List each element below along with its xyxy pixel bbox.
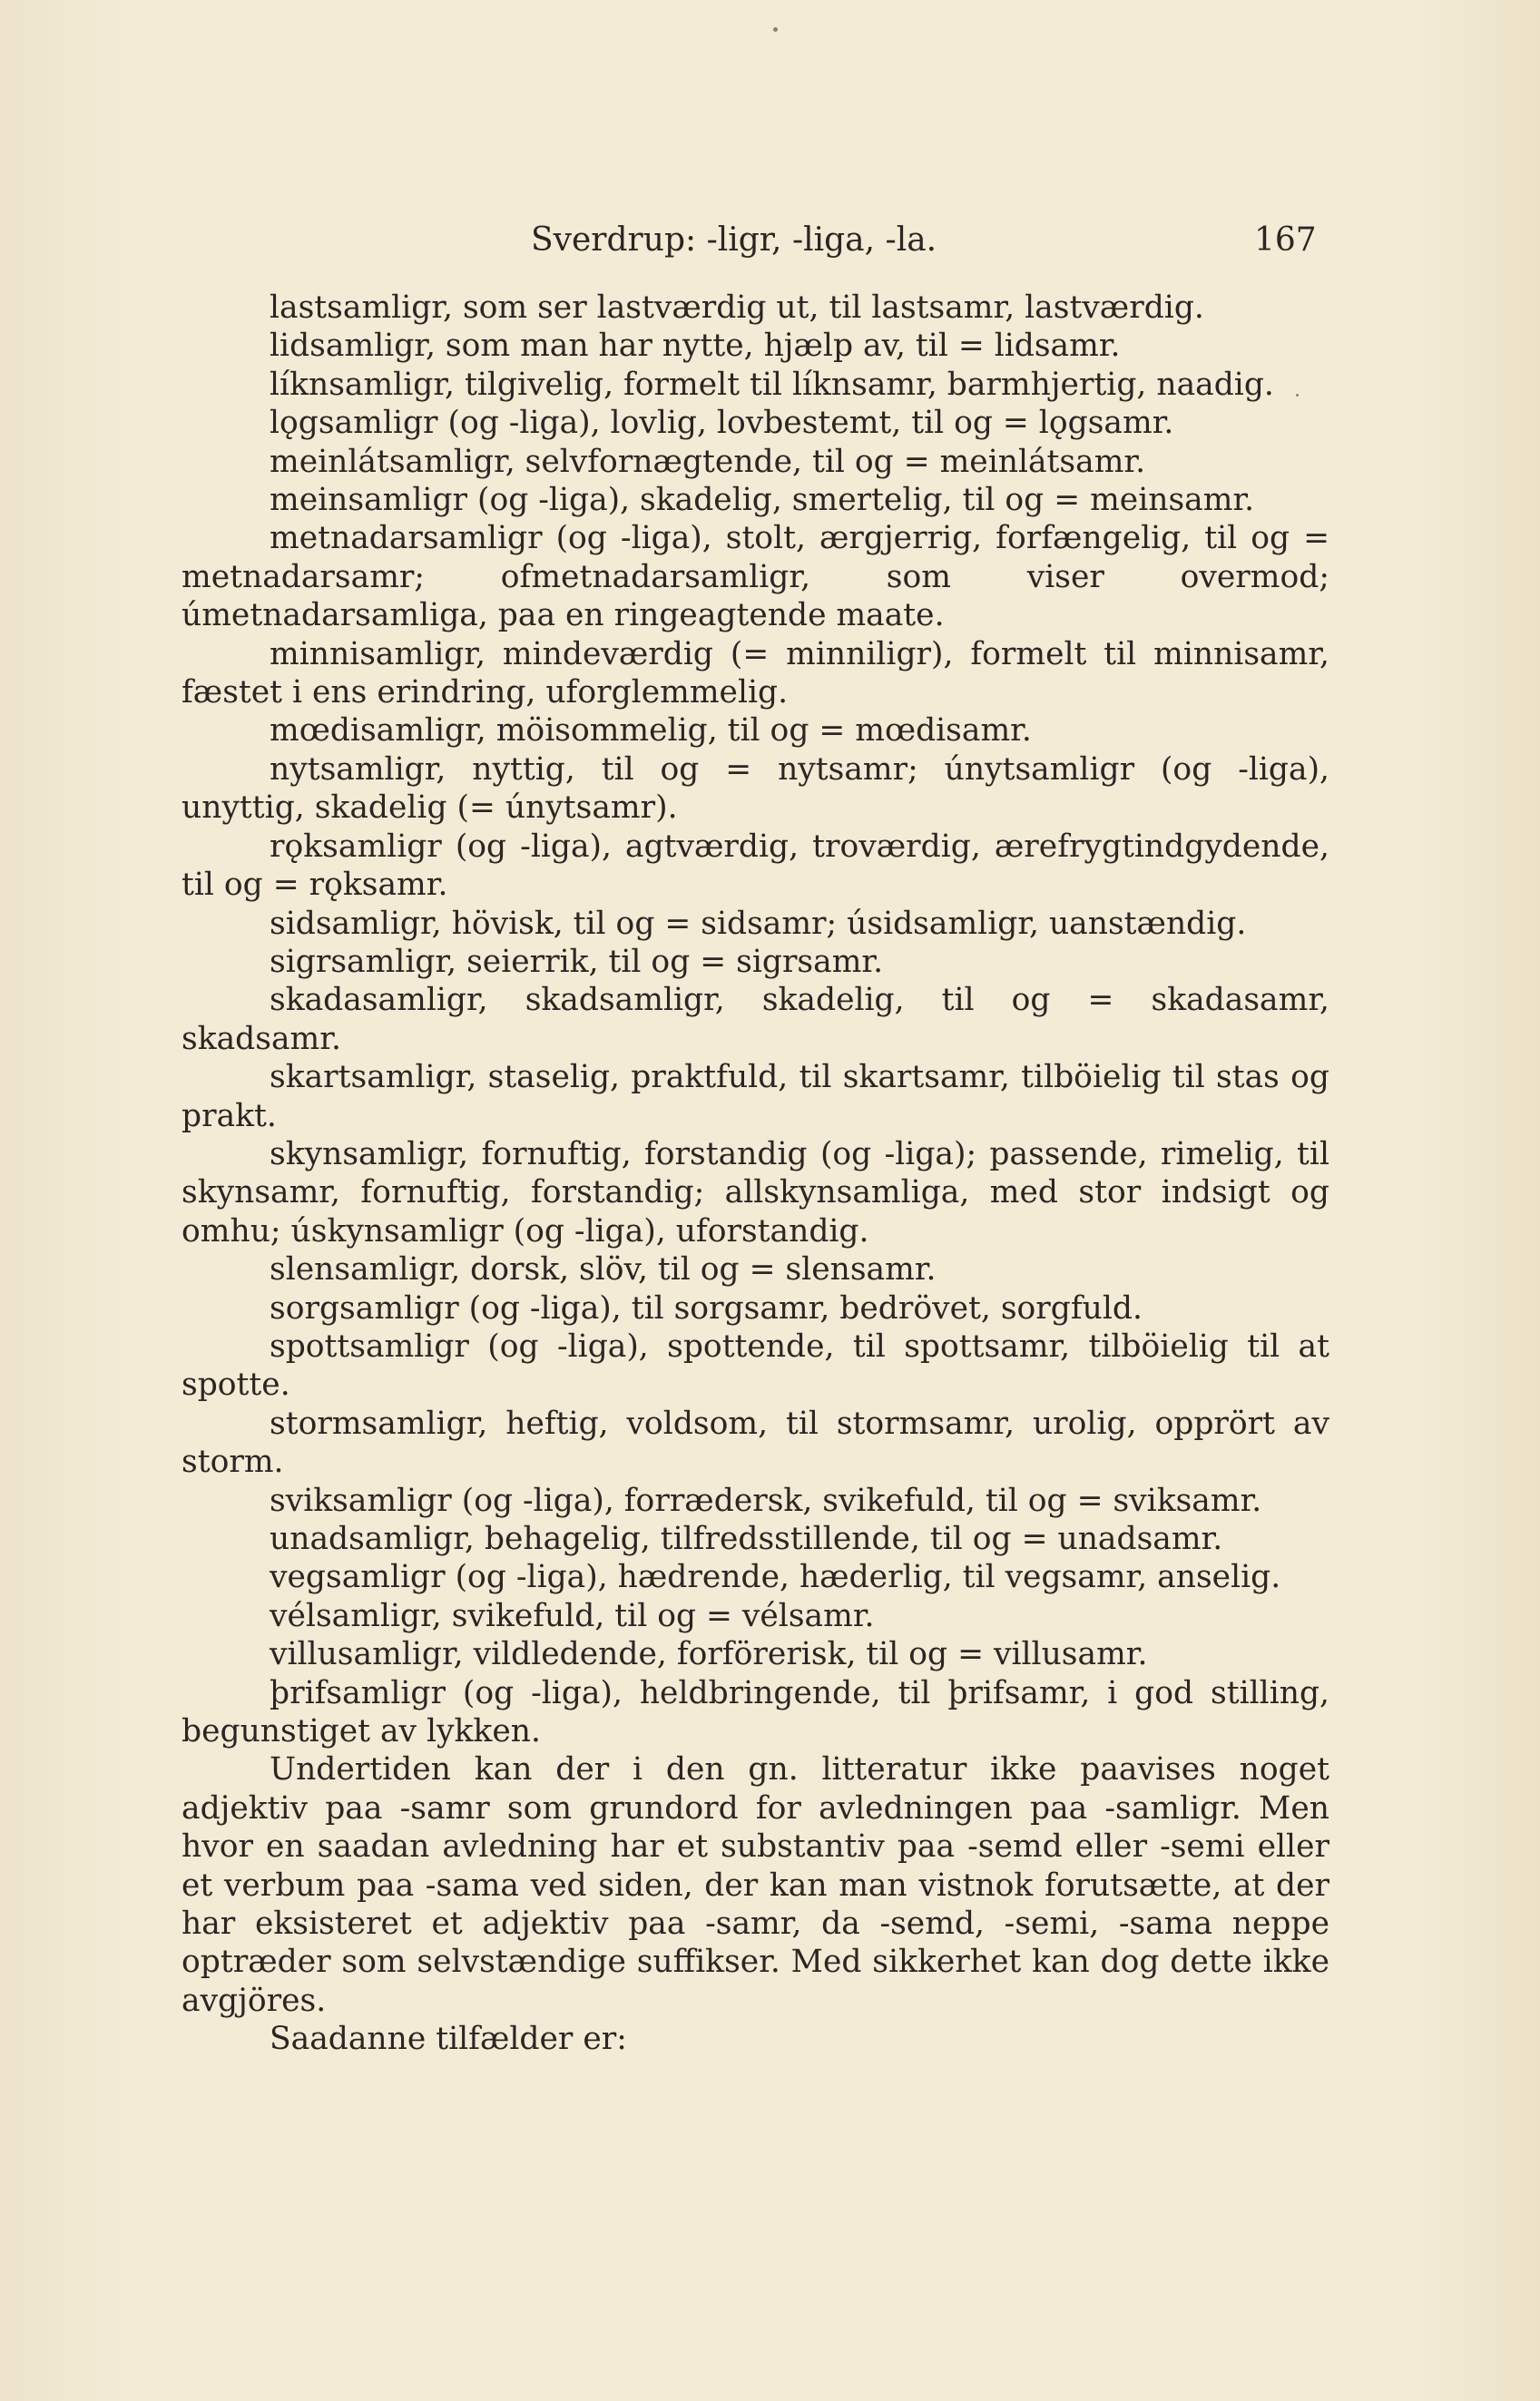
dictionary-entry: sorgsamligr (og -liga), til sorgsamr, bedrövet, sorgfuld. [270,1289,1143,1327]
page-number: 167 [1254,221,1317,259]
dictionary-entry: slensamligr, dorsk, slöv, til og = slensamr. [270,1251,937,1289]
dictionary-entry: vegsamligr (og -liga), hædrende, hæderlig, til vegsamr, anselig. [270,1559,1281,1596]
dictionary-entry: unadsamligr, behagelig, tilfredsstillende, til og = unadsamr. [270,1521,1223,1557]
dictionary-entry: skartsamligr, staselig, praktfuld, til skartsamr, tilböielig til stas og prakt. [181,1059,1329,1134]
dictionary-entry: skynsamligr, fornuftig, forstandig (og -liga); passende, rimelig, til skynsamr, fornuftig, forstandig; allskynsamliga, med stor indsigt og omhu; úskynsamligr (og -liga), uforstandig. [181,1135,1329,1250]
body-paragraph: Saadanne tilfælder er: [270,2021,627,2058]
dictionary-entry: metnadarsamligr (og -liga), stolt, ærgjerrig, forfængelig, til og = metnadarsamr; ofmetnadarsamligr, som viser overmod; úmetnadarsamliga, paa en ringeagtende maate. [181,520,1329,634]
dictionary-entry: sidsamligr, hövisk, til og = sidsamr; úsidsamligr, uanstændig. [270,905,1247,942]
body-paragraph: Undertiden kan der i den gn. litteratur ikke paavises noget adjektiv paa -samr som grundord for avledningen paa -samligr. Men hvor en saadan avledning har et substantiv paa -semd eller -semi eller et verbum paa -sama ved siden, der kan man vistnok forutsætte, at der har eksisteret et adjektiv paa -samr, da -semd, -semi, -sama neppe optræder som selvstændige suffikser. Med sikkerhet kan dog dette ikke avgjöres. [181,1751,1329,2019]
dictionary-entry: lǫgsamligr (og -liga), lovlig, lovbestemt, til og = lǫgsamr. [270,405,1174,442]
dictionary-entry: lastsamligr, som ser lastværdig ut, til lastsamr, lastværdig. [270,289,1204,326]
dictionary-entry: minnisamligr, mindeværdig (= minniligr), formelt til minnisamr, fæstet i ens erindring, uforglemmelig. [181,635,1329,711]
dictionary-entry: sviksamligr (og -liga), forrædersk, svikefuld, til og = sviksamr. [270,1482,1262,1519]
running-title: Sverdrup: -ligr, -liga, -la. [531,221,937,259]
dictionary-entry: spottsamligr (og -liga), spottende, til spottsamr, tilböielig til at spotte. [181,1328,1329,1404]
dictionary-entry: lidsamligr, som man har nytte, hjælp av, til = lidsamr. [270,328,1121,365]
dictionary-entry: þrifsamligr (og -liga), heldbringende, til þrifsamr, i god stilling, begunstiget av lykken. [181,1674,1329,1750]
dictionary-entry: vélsamligr, svikefuld, til og = vélsamr. [270,1597,875,1634]
dictionary-entry: líknsamligr, tilgivelig, formelt til líknsamr, barmhjertig, naadig. [270,366,1274,403]
dictionary-entry: villusamligr, vildledende, forförerisk, til og = villusamr. [270,1636,1148,1673]
dictionary-entry: sigrsamligr, seierrik, til og = sigrsamr. [270,943,884,980]
dictionary-entry: mœdisamligr, möisommelig, til og = mœdisamr. [270,712,1032,750]
body-text [181,289,1329,2059]
dictionary-entry: rǫksamligr (og -liga), agtværdig, troværdig, ærefrygtindgydende, til og = rǫksamr. [181,828,1329,904]
dictionary-entry: meinlátsamligr, selvfornægtende, til og = meinlátsamr. [270,443,1146,480]
dictionary-entry: stormsamligr, heftig, voldsom, til stormsamr, urolig, opprört av storm. [181,1405,1329,1481]
dust-speck [773,27,778,32]
dictionary-entry: meinsamligr (og -liga), skadelig, smertelig, til og = meinsamr. [270,482,1255,519]
dictionary-entry: skadasamligr, skadsamligr, skadelig, til og = skadasamr, skadsamr. [181,982,1329,1057]
dictionary-entry: nytsamligr, nyttig, til og = nytsamr; únytsamligr (og -liga), unyttig, skadelig (= únytsamr). [181,750,1329,827]
